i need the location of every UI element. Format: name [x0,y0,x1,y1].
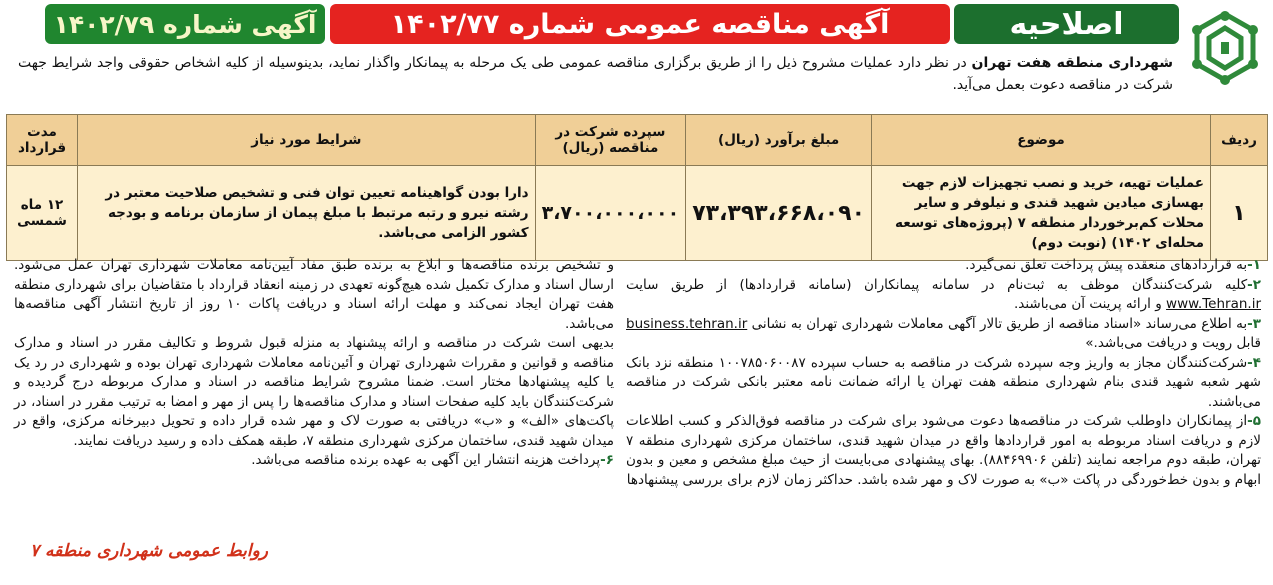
col-estimate: مبلغ برآورد (ریال) [686,115,872,166]
table-row [7,166,1268,261]
header-banner [0,0,1273,50]
condition-item: ۶-پرداخت هزینه انتشار این آگهی به عهده برنده مناقصه می‌باشد. [251,452,614,468]
condition-item: ۵-از پیمانکاران داوطلب شرکت در مناقصه‌ها دعوت می‌شود برای شرکت در مناقصه فوق‌الذکر و کسب اطلاعات لازم و دریافت اسناد مربوطه به امور قراردادها واقع در میدان شهید قندی، ساختمان مرکزی شهرداری منطقه ۷ تهران، طبقه دوم مراجعه نمایند (تلفن ۸۸۴۶۹۹۰۶). بهای پیشنهادی می‌بایست از حیث مبلغ مشخص و معین و بدون ابهام و بدون خط‌خوردگی در پاکت «ب» به صورت لاک و مهر شده باشد. حداکثر زمان لازم برای بررسی پیشنهادها [626,413,1261,488]
condition-item: ۱-به قراردادهای منعقده پیش پرداخت تعلق نمی‌گیرد. [965,257,1261,273]
cell-subject: عملیات تهیه، خرید و نصب تجهیزات لازم جهت بهسازی میادین شهید قندی و نیلوفر و سایر محلات کم‌برخوردار منطقه ۷ (پروژه‌های توسعه محله‌ای ۱۴۰۲) (نوبت دوم) [872,166,1211,261]
organization-name: شهرداری منطقه هفت تهران [971,55,1173,71]
col-deposit: سپرده شرکت در مناقصه (ریال) [535,115,686,166]
public-relations-signature: روابط عمومی شهرداری منطقه ۷ [30,541,269,561]
col-requirements: شرایط مورد نیاز [78,115,536,166]
condition-item: ۴-شرکت‌کنندگان مجاز به واریز وجه سپرده شرکت در مناقصه به حساب سپرده ۱۰۰۷۸۵۰۶۰۰۸۷ منطقه نزد بانک شهر شعبه شهید قندی بنام شهرداری منطقه هفت تهران یا ارائه ضمانت نامه معتبر بانکی شرکت در مناقصه می‌باشند. [626,354,1262,410]
col-row: ردیف [1211,115,1268,166]
conditions-left-column [14,256,614,471]
cell-requirements: دارا بودن گواهینامه تعیین توان فنی و تشخیص صلاحیت معتبر در رشته نیرو و رتبه مرتبط با مبلغ پیمان از سازمان برنامه و بودجه کشور الزامی می‌باشد. [78,166,536,261]
tender-table [6,114,1268,261]
table-header-row [7,115,1268,166]
municipality-logo-icon [1183,8,1267,100]
tehran-website-link[interactable]: www.Tehran.ir [1166,296,1261,312]
cell-duration: ۱۲ ماه شمسی [7,166,78,261]
col-duration: مدت قرارداد [7,115,78,166]
cell-row: ۱ [1211,166,1268,261]
cell-deposit: ۳،۷۰۰،۰۰۰،۰۰۰ [535,166,686,261]
condition-item: ۲-کلیه شرکت‌کنندگان موظف به ثبت‌نام در سامانه پیمانکاران (سامانه قراردادها) از طریق سایت www.Tehran.ir و ارائه پرینت آن می‌باشند. [626,276,1261,312]
intro-text: در نظر دارد عملیات مشروح ذیل را از طریق برگزاری مناقصه عمومی طی یک مرحله به پیمانکار واگذار نماید، بدینوسیله از کلیه اشخاص حقوقی واجد شرایط جهت شرکت در مناقصه دعوت بعمل می‌آید. [18,55,1173,93]
condition-item: بدیهی است شرکت در مناقصه و ارائه پیشنهاد به منزله قبول شروط و تکالیف مقرر در اسناد و مدارک مناقصه و قوانین و مقررات شهرداری تهران و آئین‌نامه معاملات شهرداری تهران بوده و شهرداری در رد یک یا کلیه پیشنهادها مختار است. ضمنا مشروح شرایط مناقصه در اسناد و مدارک مربوطه درج گردیده و شرکت‌کنندگان باید کلیه صفحات اسناد و مدارک مناقصه‌ها را پس از مهر و امضا به ترتیب مقرر در اسناد، در پاکت‌های «الف» و «ب» دریافتی به صورت لاک و مهر شده قرار داده و تحویل دبیرخانه مرکزی، واقع در میدان شهید قندی، ساختمان مرکزی شهرداری منطقه ۷، طبقه همکف داده و رسید دریافت نمایند. [14,335,614,449]
tender-title: آگهی مناقصه عمومی شماره ۱۴۰۲/۷۷ [330,4,950,44]
intro-paragraph [18,52,1173,96]
conditions-right-column [626,256,1261,490]
business-website-link[interactable]: business.tehran.ir [626,315,748,332]
cell-estimate: ۷۳،۳۹۳،۶۶۸،۰۹۰ [686,166,872,261]
ad-number: آگهی شماره ۱۴۰۲/۷۹ [45,4,325,44]
condition-item: ۳-به اطلاع می‌رساند «اسناد مناقصه از طریق تالار آگهی معاملات شهرداری تهران به نشانی business.tehran.ir قابل رویت و دریافت می‌باشد.» [626,315,1261,351]
correction-label: اصلاحیه [954,4,1179,44]
col-subject: موضوع [872,115,1211,166]
condition-item: و تشخیص برنده مناقصه‌ها و ابلاغ به برنده طبق مفاد آیین‌نامه معاملات شهرداری تهران عمل می‌شود. ارسال اسناد و مدارک تکمیل شده هیچ‌گونه تعهدی در زمینه انعقاد قرارداد با متقاضیان برای شهرداری منطقه هفت تهران ایجاد نمی‌کند و مهلت ارائه اسناد و دریافت پاکات ۱۰ روز از تاریخ انتشار آگهی مناقصه‌ها می‌باشد. [14,257,614,332]
